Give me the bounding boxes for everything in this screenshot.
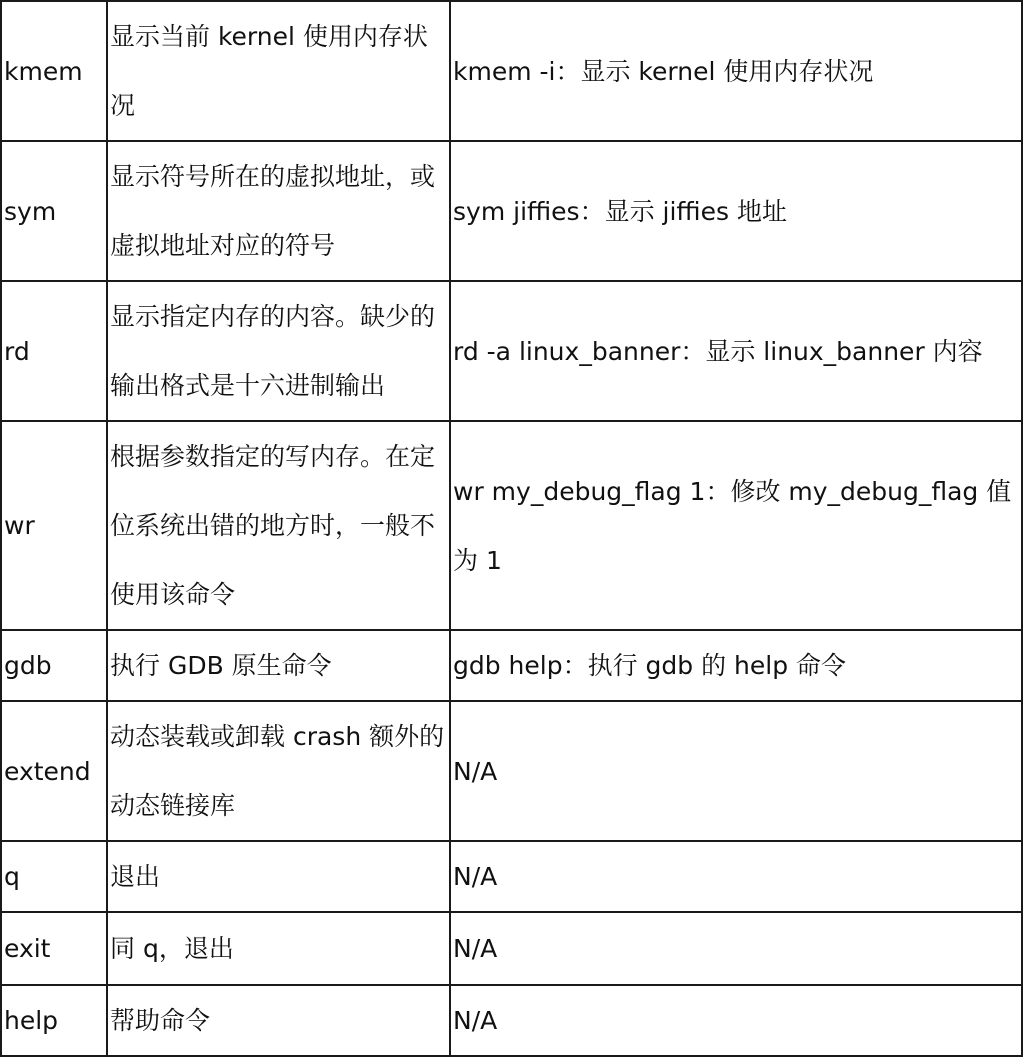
table-row xyxy=(1,281,1022,421)
example-cell: kmem -i：显示 kernel 使用内存状况 xyxy=(450,1,1022,141)
example-cell: N/A xyxy=(450,701,1022,841)
example-cell: N/A xyxy=(450,912,1022,985)
command-cell: wr xyxy=(1,421,107,630)
command-cell: sym xyxy=(1,141,107,281)
description-cell: 帮助命令 xyxy=(107,985,450,1056)
example-cell: sym jiffies：显示 jiffies 地址 xyxy=(450,141,1022,281)
command-cell: kmem xyxy=(1,1,107,141)
example-cell: gdb help：执行 gdb 的 help 命令 xyxy=(450,630,1022,701)
command-cell: exit xyxy=(1,912,107,985)
table-row xyxy=(1,841,1022,912)
table-row xyxy=(1,985,1022,1056)
description-cell: 根据参数指定的写内存。在定位系统出错的地方时，一般不使用该命令 xyxy=(107,421,450,630)
description-cell: 同 q，退出 xyxy=(107,912,450,985)
command-cell: gdb xyxy=(1,630,107,701)
description-cell: 显示符号所在的虚拟地址，或虚拟地址对应的符号 xyxy=(107,141,450,281)
example-cell: N/A xyxy=(450,985,1022,1056)
description-cell: 执行 GDB 原生命令 xyxy=(107,630,450,701)
example-cell: rd -a linux_banner：显示 linux_banner 内容 xyxy=(450,281,1022,421)
command-cell: extend xyxy=(1,701,107,841)
description-cell: 显示指定内存的内容。缺少的输出格式是十六进制输出 xyxy=(107,281,450,421)
description-cell: 退出 xyxy=(107,841,450,912)
table-row xyxy=(1,141,1022,281)
example-cell: N/A xyxy=(450,841,1022,912)
description-cell: 显示当前 kernel 使用内存状况 xyxy=(107,1,450,141)
description-cell: 动态装载或卸载 crash 额外的动态链接库 xyxy=(107,701,450,841)
table-row xyxy=(1,421,1022,630)
table-row xyxy=(1,1,1022,141)
example-cell: wr my_debug_flag 1：修改 my_debug_flag 值为 1 xyxy=(450,421,1022,630)
table-row xyxy=(1,912,1022,985)
command-cell: q xyxy=(1,841,107,912)
command-cell: rd xyxy=(1,281,107,421)
table-row xyxy=(1,701,1022,841)
command-cell: help xyxy=(1,985,107,1056)
table-row xyxy=(1,630,1022,701)
